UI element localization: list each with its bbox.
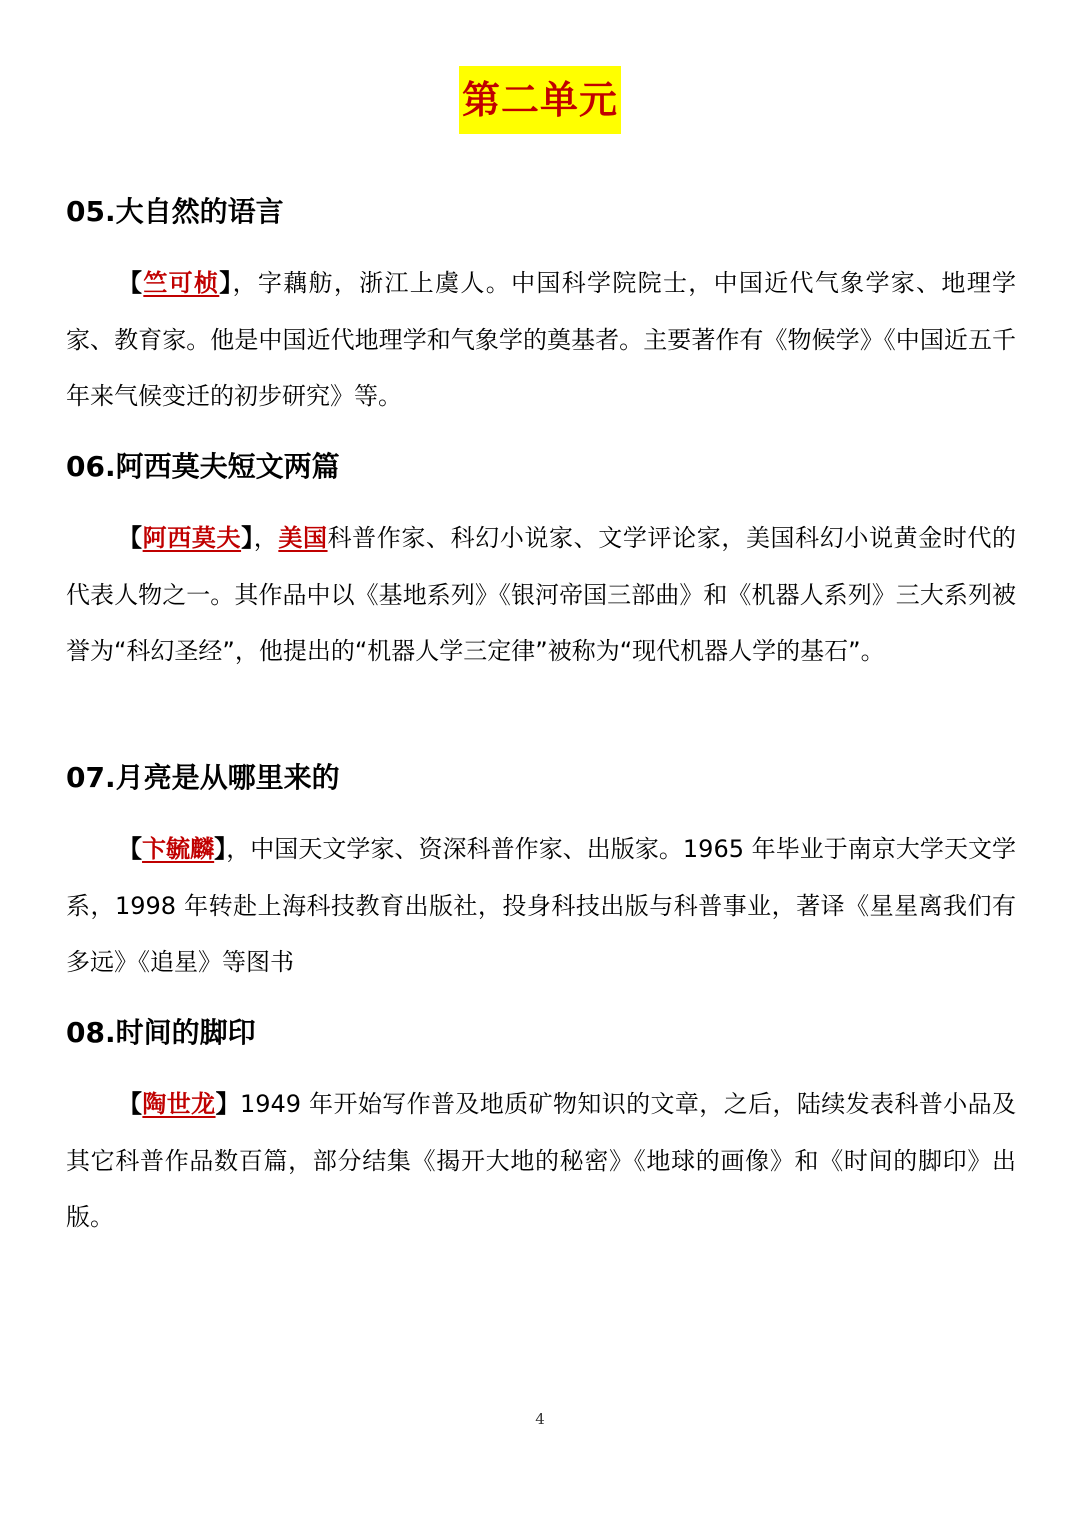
author-name: 竺可桢 — [143, 269, 220, 297]
bio-text: 科普作家、科幻小说家、文学评论家，美国科幻小说黄金时代的代表人物之一。其作品中以《基地系列》《银河帝国三部曲》和《机器人系列》三大系列被誉为“科幻圣经”，他提出的“机器人学三定律”被称为“现代机器人学的基石”。 — [66, 524, 1017, 665]
author-bio-07 — [66, 821, 1016, 991]
lesson-title-05: 05.大自然的语言 — [66, 195, 284, 228]
bracket-close: 】 — [215, 1090, 240, 1118]
author-bio-05 — [66, 255, 1016, 425]
bracket-close: 】 — [241, 524, 254, 552]
lesson-title-06: 06.阿西莫夫短文两篇 — [66, 450, 340, 483]
author-name: 陶世龙 — [142, 1090, 216, 1118]
author-country: 美国 — [278, 524, 328, 552]
bracket-close: 】 — [219, 269, 233, 297]
bio-text: ，中国天文学家、资深科普作家、出版家。1965 年毕业于南京大学天文学系，1998 年转赴上海科技教育出版社，投身科技出版与科普事业，著译《星星离我们有多远》《追星》等图书 — [66, 835, 1017, 976]
bio-text-pre: ， — [253, 524, 279, 552]
bracket-close: 】 — [214, 835, 227, 863]
author-bio-06 — [66, 510, 1016, 680]
author-name: 阿西莫夫 — [142, 524, 242, 552]
unit-title-container — [0, 66, 1080, 134]
bracket-open: 【 — [118, 269, 144, 297]
page-number: 4 — [535, 1410, 545, 1428]
bracket-open: 【 — [118, 524, 143, 552]
bio-text: 1949 年开始写作普及地质矿物知识的文章，之后，陆续发表科普小品及其它科普作品数百篇，部分结集《揭开大地的秘密》《地球的画像》和《时间的脚印》出版。 — [66, 1090, 1016, 1231]
lesson-title-07: 07.月亮是从哪里来的 — [66, 761, 340, 794]
author-bio-08 — [66, 1076, 1016, 1246]
bracket-open: 【 — [118, 1090, 143, 1118]
lesson-title-08: 08.时间的脚印 — [66, 1016, 256, 1049]
bracket-open: 【 — [118, 835, 143, 863]
bio-text: ，字藕舫，浙江上虞人。中国科学院院士，中国近代气象学家、地理学家、教育家。他是中国近代地理学和气象学的奠基者。主要著作有《物候学》《中国近五千年来气候变迁的初步研究》等。 — [66, 269, 1017, 410]
author-name: 卞毓麟 — [142, 835, 215, 863]
unit-title: 第二单元 — [459, 66, 621, 134]
